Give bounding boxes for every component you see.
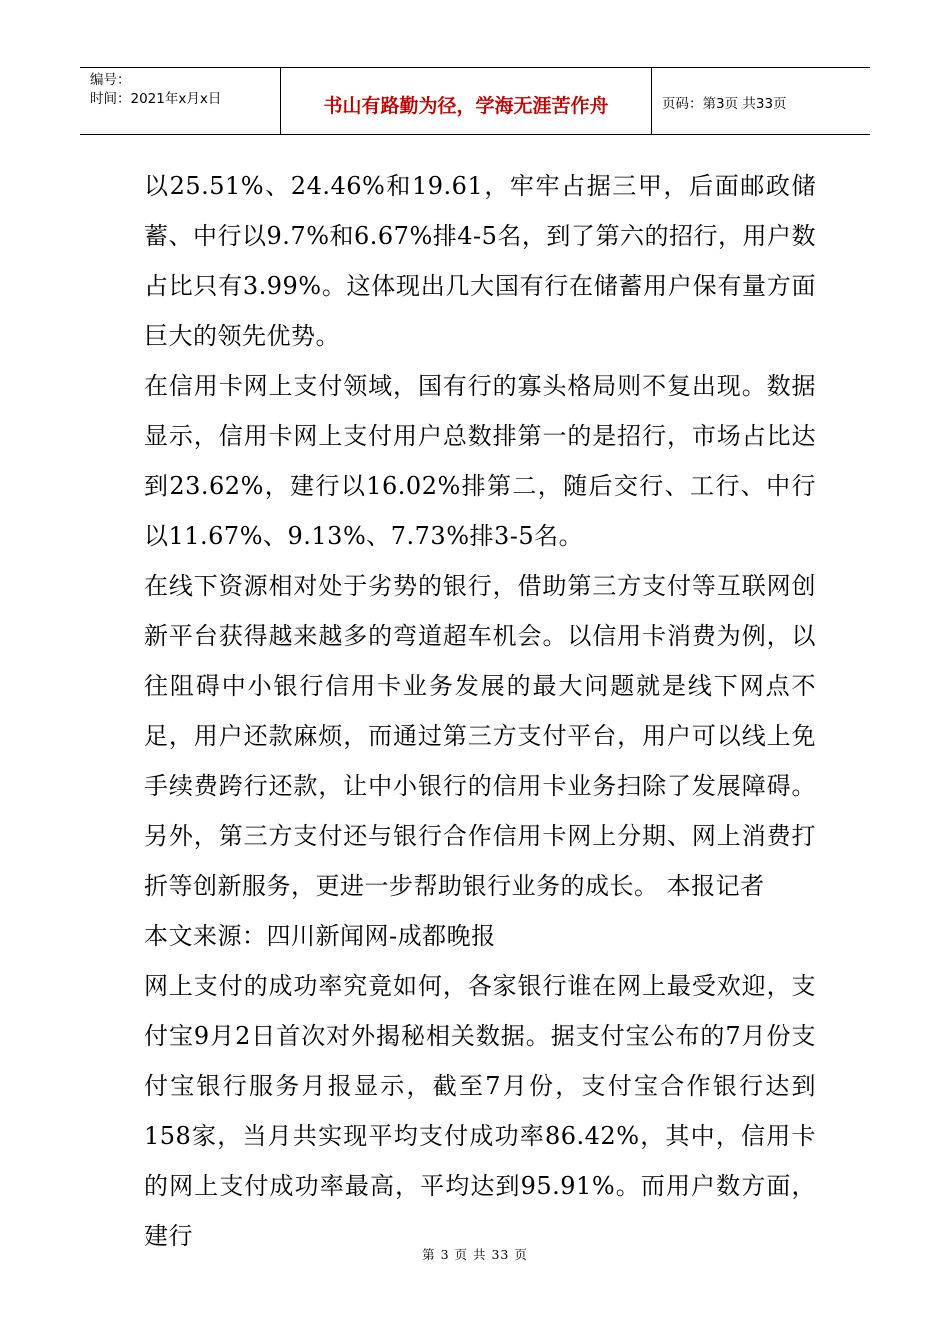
body-paragraph: 以25.51%、24.46%和19.61，牢牢占据三甲，后面邮政储蓄、中行以9.7%和6.67%排4-5名，到了第六的招行，用户数占比只有3.99%。这体现出几大国有行在储蓄用户保有量方面巨大的领先优势。	[144, 172, 816, 350]
document-number-label: 编号：	[90, 72, 131, 88]
source-line: 本文来源：四川新闻网-成都晚报	[144, 922, 496, 950]
header-page-info: 页码：第3页 共33页	[662, 96, 787, 112]
header-meta	[80, 68, 281, 134]
page-header	[80, 67, 870, 135]
page-footer: 第 3 页 共 33 页	[422, 1247, 528, 1262]
document-time-label: 时间：2021年x月x日	[90, 91, 222, 107]
header-motto: 书山有路勤为径，学海无涯苦作舟	[281, 68, 652, 134]
document-body	[144, 161, 816, 1261]
body-paragraph: 在信用卡网上支付领域，国有行的寡头格局则不复出现。数据显示，信用卡网上支付用户总数排第一的是招行，市场占比达到23.62%，建行以16.02%排第二，随后交行、工行、中行以11.67%、9.13%、7.73%排3-5名。	[144, 372, 816, 550]
body-paragraph: 在线下资源相对处于劣势的银行，借助第三方支付等互联网创新平台获得越来越多的弯道超车机会。以信用卡消费为例，以往阻碍中小银行信用卡业务发展的最大问题就是线下网点不足，用户还款麻烦，而通过第三方支付平台，用户可以线上免手续费跨行还款，让中小银行的信用卡业务扫除了发展障碍。另外，第三方支付还与银行合作信用卡网上分期、网上消费打折等创新服务，更进一步帮助银行业务的成长。 本报记者	[144, 572, 816, 900]
body-paragraph: 网上支付的成功率究竟如何，各家银行谁在网上最受欢迎，支付宝9月2日首次对外揭秘相关数据。据支付宝公布的7月份支付宝银行服务月报显示，截至7月份，支付宝合作银行达到158家，当月共实现平均支付成功率86.42%，其中，信用卡的网上支付成功率最高，平均达到95.91%。而用户数方面，建行	[144, 972, 816, 1250]
